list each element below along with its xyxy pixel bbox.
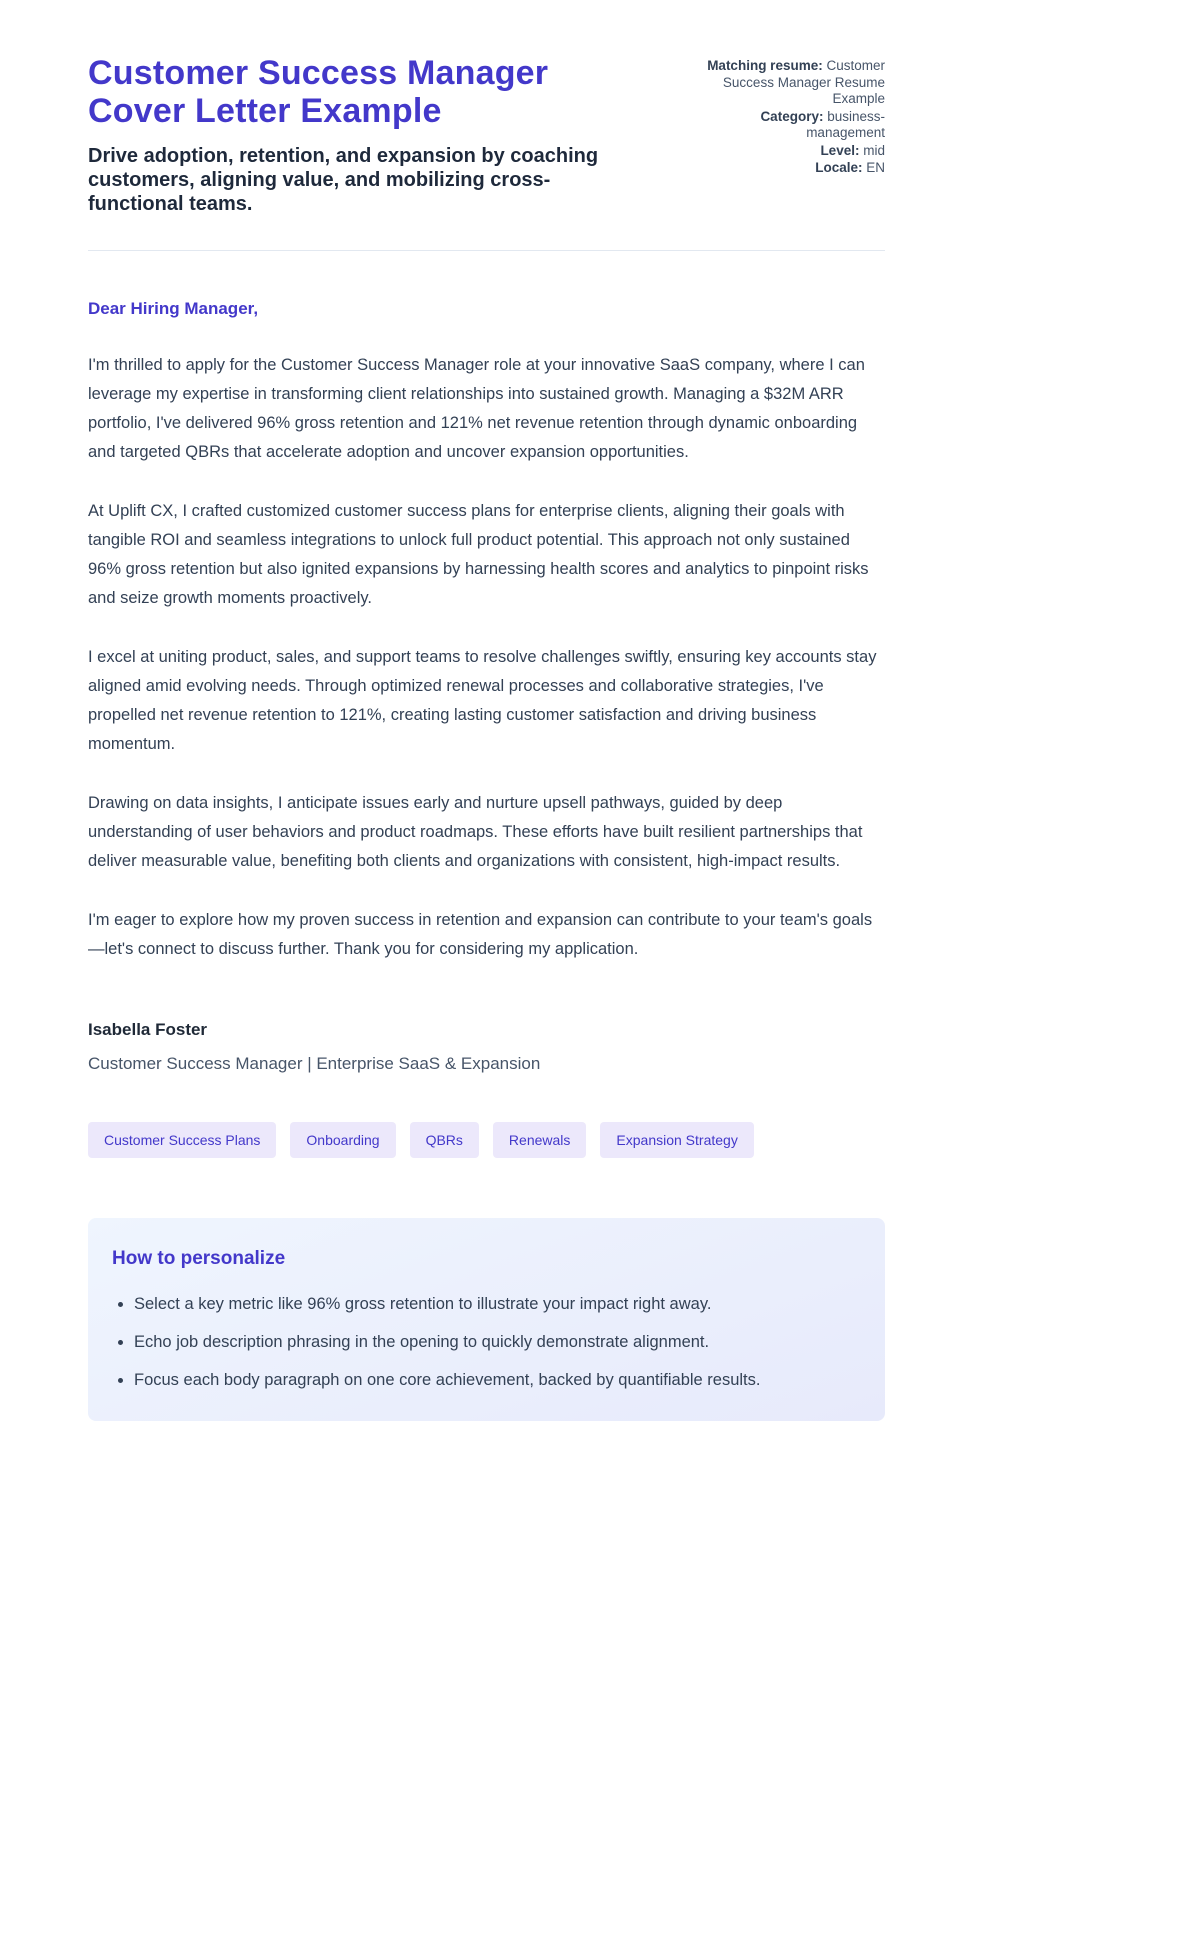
salutation: Dear Hiring Manager, xyxy=(88,299,259,318)
tag-chip-expansion-strategy[interactable]: Expansion Strategy xyxy=(600,1122,753,1158)
meta-panel xyxy=(685,54,885,178)
header-main xyxy=(88,54,648,216)
tag-chip-customer-success-plans[interactable]: Customer Success Plans xyxy=(88,1122,276,1158)
tag-chip-qbrs[interactable]: QBRs xyxy=(410,1122,479,1158)
level-value: mid xyxy=(863,142,885,158)
page-title: Customer Success Manager Cover Letter Example xyxy=(88,54,549,130)
tag-chip-onboarding[interactable]: Onboarding xyxy=(290,1122,395,1158)
level-label: Level: xyxy=(820,142,860,158)
meta-level xyxy=(685,143,885,160)
meta-category xyxy=(685,109,885,142)
signature-title: Customer Success Manager | Enterprise SaaS & Expansion xyxy=(88,1054,541,1073)
category-value: business-management xyxy=(806,108,885,140)
letter-paragraph-5: I'm eager to explore how my proven success in retention and expansion can contribute to your team's goals—let's connect to discuss further. Thank you for considering my application. xyxy=(88,911,873,958)
letter-body xyxy=(88,299,885,1074)
tag-chip-renewals[interactable]: Renewals xyxy=(493,1122,586,1158)
matching-resume-value: Customer Success Manager Resume Example xyxy=(722,58,885,106)
meta-matching-resume xyxy=(685,58,885,108)
category-label: Category: xyxy=(760,108,824,124)
locale-label: Locale: xyxy=(815,160,863,175)
personalize-tip-list xyxy=(112,1290,857,1395)
personalize-box xyxy=(88,1218,885,1421)
letter-paragraph-4: Drawing on data insights, I anticipate issues early and nurture upsell pathways, guided by deep understanding of user behaviors and product roadmaps. These efforts have built resilient partnerships that deliver measurable value, benefiting both clients and organizations with consistent, high-impact results. xyxy=(88,794,863,870)
letter-paragraph-2: At Uplift CX, I crafted customized customer success plans for enterprise clients, aligning their goals with tangible ROI and seamless integrations to unlock full product potential. This approach not only sustained 96% gross retention but also ignited expansions by harnessing health scores and analytics to pinpoint risks and seize growth moments proactively. xyxy=(88,502,869,607)
header xyxy=(88,54,885,216)
tag-list xyxy=(88,1122,885,1158)
letter-paragraph-3: I excel at uniting product, sales, and support teams to resolve challenges swiftly, ensuring key accounts stay aligned amid evolving needs. Through optimized renewal processes and collaborative strategies, I've propelled net revenue retention to 121%, creating lasting customer satisfaction and driving business momentum. xyxy=(88,648,877,753)
personalize-tip-2: • Echo job description phrasing in the opening to quickly demonstrate alignment. xyxy=(134,1328,857,1357)
matching-resume-label: Matching resume: xyxy=(707,58,823,73)
meta-locale xyxy=(685,160,885,177)
signature-name: Isabella Foster xyxy=(88,1020,208,1039)
letter-paragraph-1: I'm thrilled to apply for the Customer Success Manager role at your innovative SaaS company, where I can leverage my expertise in transforming client relationships into sustained growth. Managing a $32M ARR portfolio, I've delivered 96% gross retention and 121% net revenue retention through dynamic onboarding and targeted QBRs that accelerate adoption and uncover expansion opportunities. xyxy=(88,356,865,461)
page-subtitle: Drive adoption, retention, and expansion by coaching customers, aligning value, and mobilizing cross-functional teams. xyxy=(88,145,599,215)
header-divider xyxy=(88,250,885,251)
content-column xyxy=(88,0,885,1421)
personalize-heading: How to personalize xyxy=(112,1248,286,1269)
personalize-tip-3: • Focus each body paragraph on one core achievement, backed by quantifiable results. xyxy=(134,1366,857,1395)
personalize-tip-1: • Select a key metric like 96% gross retention to illustrate your impact right away. xyxy=(134,1290,857,1319)
locale-value: EN xyxy=(866,160,885,175)
